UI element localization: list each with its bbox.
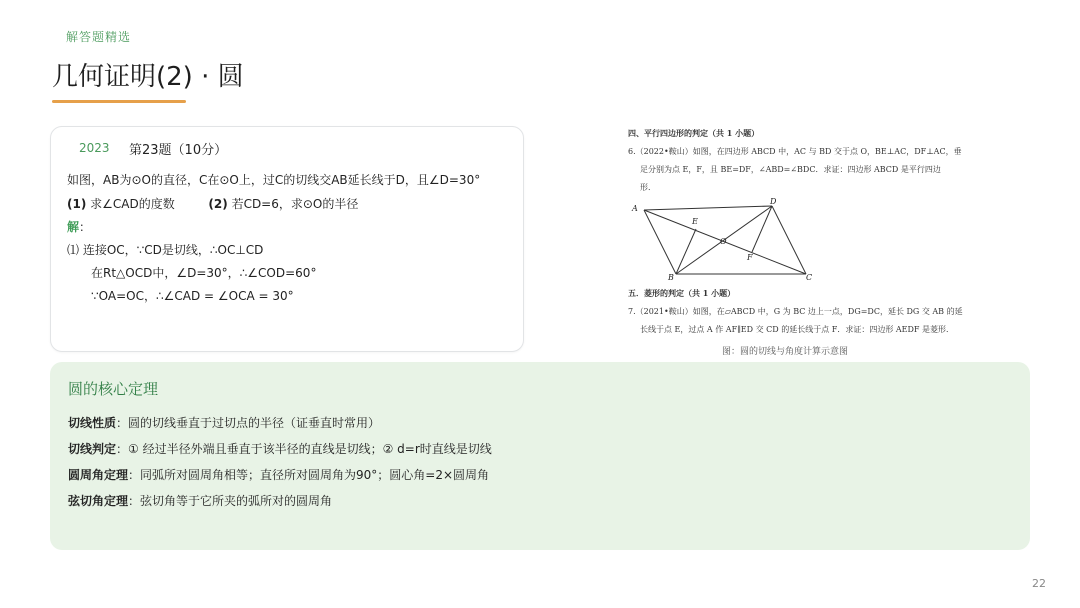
theorem-text: ：圆的切线垂直于过切点的半径（证垂直时常用） bbox=[116, 416, 381, 430]
reference-figure bbox=[622, 122, 972, 362]
point-label-o: O bbox=[720, 237, 727, 246]
theorem-item bbox=[68, 440, 492, 457]
problem-7-line-2: 长线于点 E，过点 A 作 AF∥ED 交 CD 的延长线于点 F．求证：四边形 AEDF 是菱形． bbox=[640, 325, 954, 334]
solution-step-3: ∵OA=OC，∴∠CAD = ∠OCA = 30° bbox=[91, 289, 294, 303]
theorem-panel bbox=[50, 362, 1030, 550]
theorem-text: ：① 经过半径外端且垂直于该半径的直线是切线；② d=r时直线是切线 bbox=[116, 442, 492, 456]
q2-label: (2) bbox=[208, 197, 228, 211]
problem-year: 2023 bbox=[79, 141, 110, 155]
theorem-label: 切线判定 bbox=[68, 442, 117, 456]
theorem-label: 切线性质 bbox=[68, 416, 117, 430]
problem-6-line-1: 6.（2022•鞍山）如图，在四边形 ABCD 中，AC 与 BD 交于点 O，BE⊥AC，DF⊥AC，垂 bbox=[628, 147, 962, 156]
solution-step-1: ⑴ 连接OC，∵CD是切线，∴OC⊥CD bbox=[67, 243, 264, 257]
solution-label: 解 bbox=[67, 220, 80, 234]
problem-questions bbox=[67, 195, 358, 212]
section-4-heading: 四、平行四边形的判定（共 1 小题） bbox=[628, 128, 760, 138]
figure-caption: 图：圆的切线与角度计算示意图 bbox=[722, 347, 849, 357]
point-label-b: B bbox=[668, 273, 674, 280]
theorem-text: ：弦切角等于它所夹的弧所对的圆周角 bbox=[128, 494, 333, 508]
page-number: 22 bbox=[1032, 577, 1046, 590]
point-label-c: C bbox=[806, 273, 813, 280]
problem-card bbox=[50, 126, 524, 352]
theorem-title: 圆的核心定理 bbox=[68, 380, 159, 398]
problem-statement: 如图，AB为⊙O的直径，C在⊙O上，过C的切线交AB延长线于D，且∠D=30° bbox=[67, 173, 481, 187]
solution-colon: ： bbox=[79, 220, 92, 234]
section-5-heading: 五．菱形的判定（共 1 小题） bbox=[628, 288, 736, 298]
quadrilateral-diagram bbox=[630, 198, 830, 280]
theorem-text: ：同弧所对圆周角相等；直径所对圆周角为90°；圆心角=2×圆周角 bbox=[128, 468, 490, 482]
solution-step-2: 在Rt△OCD中，∠D=30°，∴∠COD=60° bbox=[91, 266, 317, 280]
solution-heading bbox=[67, 218, 91, 235]
problem-7-line-1: 7.（2021•鞍山）如图，在▱ABCD 中，G 为 BC 边上一点，DG=DC，延长 DG 交 AB 的延 bbox=[628, 307, 963, 316]
theorem-item bbox=[68, 492, 332, 509]
page-title: 几何证明(2) · 圆 bbox=[52, 62, 244, 92]
point-label-a: A bbox=[632, 204, 638, 213]
q1-text: 求∠CAD的度数 bbox=[90, 197, 175, 211]
q1-label: (1) bbox=[67, 197, 87, 211]
theorem-item bbox=[68, 414, 380, 431]
theorem-label: 圆周角定理 bbox=[68, 468, 129, 482]
point-label-d: D bbox=[770, 198, 777, 206]
theorem-item bbox=[68, 466, 489, 483]
q2-text: 若CD=6，求⊙O的半径 bbox=[231, 197, 359, 211]
problem-title: 第23题（10分） bbox=[129, 143, 228, 158]
section-kicker: 解答题精选 bbox=[66, 30, 132, 44]
problem-6-line-3: 形． bbox=[640, 183, 656, 192]
title-underline bbox=[52, 100, 186, 103]
point-label-f: F bbox=[747, 253, 753, 262]
problem-6-line-2: 足分别为点 E，F，且 BE=DF，∠ABD=∠BDC．求证：四边形 ABCD 是平行四边 bbox=[640, 165, 941, 174]
theorem-label: 弦切角定理 bbox=[68, 494, 129, 508]
point-label-e: E bbox=[692, 217, 698, 226]
